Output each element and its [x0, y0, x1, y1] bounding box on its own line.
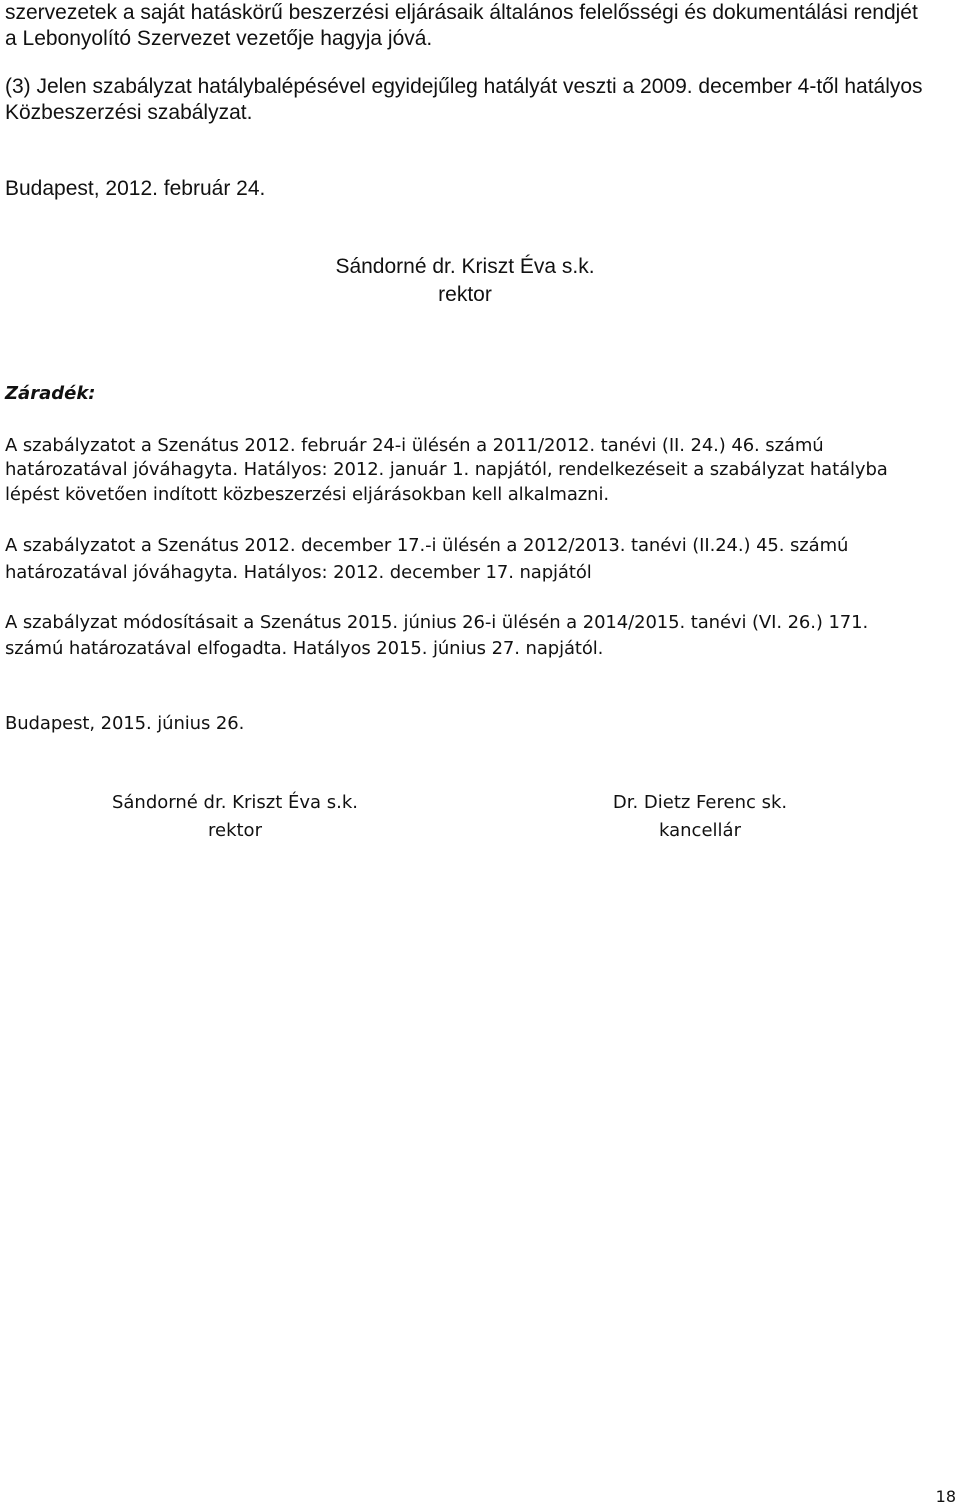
clause-p1-line-2: határozatával jóváhagyta. Hatályos: 2012. január 1. napjától, rendelkezéseit a szabályzat hatályba — [5, 459, 888, 480]
paragraph-3-line-1: (3) Jelen szabályzat hatálybalépésével egyidejűleg hatályát veszti a 2009. december 4-től hatályos — [5, 75, 923, 98]
paragraph-3-line-2: Közbeszerzési szabályzat. — [5, 101, 253, 124]
clause-heading: Záradék: — [5, 383, 96, 404]
clause-p2-line-2: határozatával jóváhagyta. Hatályos: 2012. december 17. napjától — [5, 562, 592, 583]
signature-block-left — [80, 789, 390, 845]
intro-line-1: szervezetek a saját hatáskörű beszerzési eljárásaik általános felelősségi és dokumentálási rendjét — [5, 1, 918, 24]
clause-p1-line-1: A szabályzatot a Szenátus 2012. február 24-i ülésén a 2011/2012. tanévi (II. 24.) 46. számú — [5, 435, 824, 456]
intro-line-2: a Lebonyolító Szervezet vezetője hagyja jóvá. — [5, 27, 433, 50]
clause-p1-line-3: lépést követően indított közbeszerzési eljárásokban kell alkalmazni. — [5, 484, 609, 505]
signatory-title-right: kancellár — [659, 820, 741, 841]
signature-block-right — [580, 789, 820, 845]
clause-p2-line-1: A szabályzatot a Szenátus 2012. december 17.-i ülésén a 2012/2013. tanévi (II.24.) 45. számú — [5, 535, 849, 556]
place-date-2: Budapest, 2015. június 26. — [5, 713, 245, 734]
clause-p3-line-2: számú határozatával elfogadta. Hatályos 2015. június 27. napjától. — [5, 638, 604, 659]
place-date: Budapest, 2012. február 24. — [5, 177, 266, 200]
page-number: 18 — [935, 1487, 956, 1506]
signature-block-1 — [300, 253, 630, 309]
signatory-title: rektor — [438, 283, 492, 306]
signatory-name-right: Dr. Dietz Ferenc sk. — [612, 792, 788, 813]
signatory-name-left: Sándorné dr. Kriszt Éva s.k. — [111, 792, 359, 813]
signatory-name: Sándorné dr. Kriszt Éva s.k. — [335, 255, 595, 278]
signatory-title-left: rektor — [208, 820, 262, 841]
clause-p3-line-1: A szabályzat módosításait a Szenátus 2015. június 26-i ülésén a 2014/2015. tanévi (VI. 26.) 171. — [5, 612, 869, 633]
